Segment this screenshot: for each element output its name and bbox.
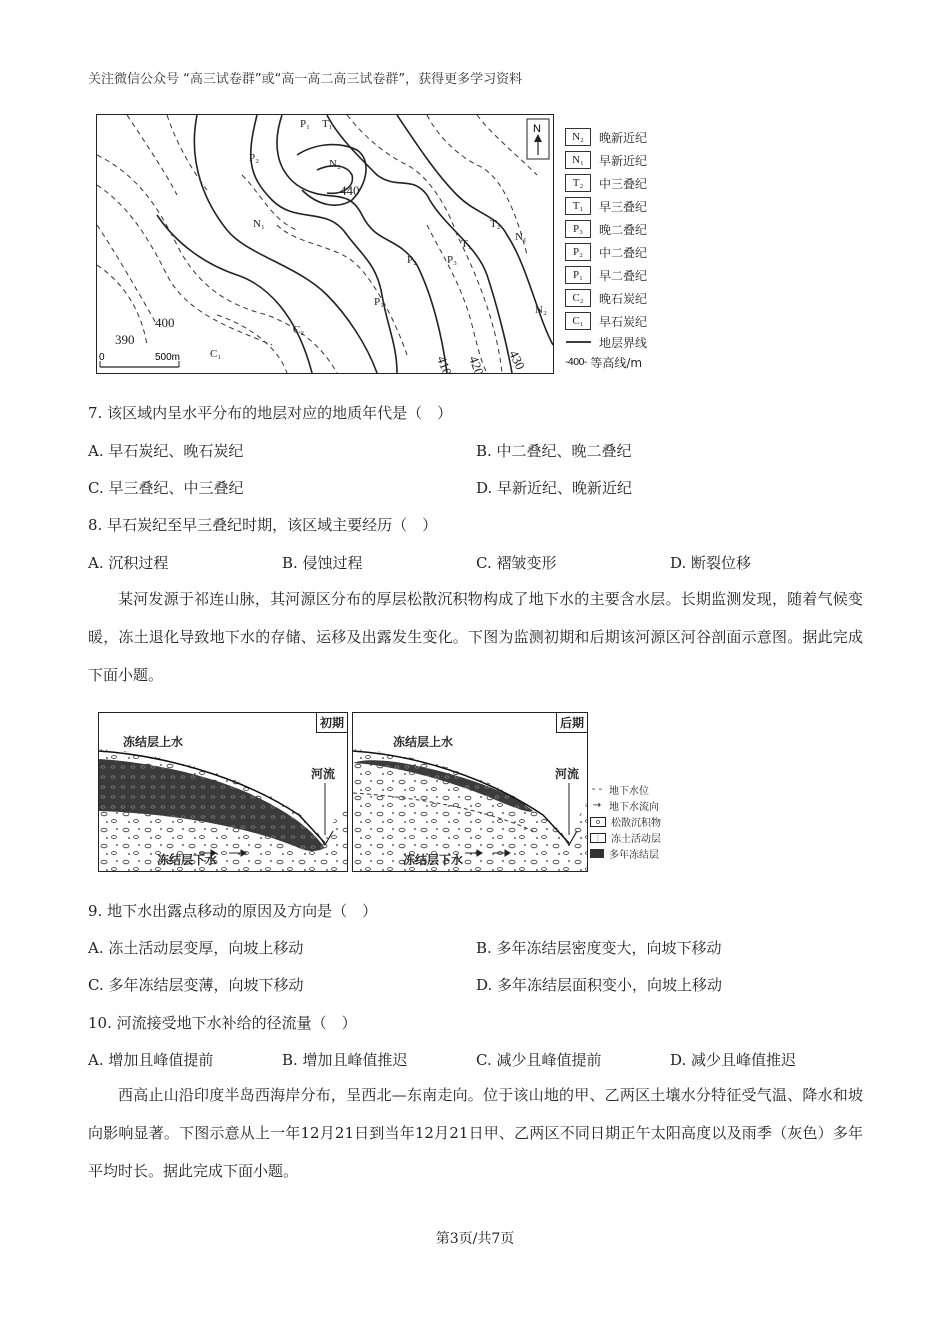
label-below-water: 冻结层下水 [157, 853, 218, 867]
legend-permafrost: 多年冻结层 [590, 846, 659, 861]
q9-option-a[interactable]: A. 冻土活动层变厚，向坡上移动 [88, 939, 304, 957]
question-7: 7. 该区域内呈水平分布的地层对应的地质年代是（ ） [88, 404, 453, 422]
scale-zero: 0 [99, 352, 105, 363]
legend-contour: -400- 等高线/m [565, 355, 643, 370]
question-8: 8. 早石炭纪至早三叠纪时期，该区域主要经历（ ） [88, 516, 438, 534]
legend-item: P₁ 早二叠纪 [565, 266, 647, 284]
q10-option-a[interactable]: A. 增加且峰值提前 [88, 1051, 214, 1069]
legend-sediment: o 松散沉积物 [590, 814, 661, 829]
north-label: N [533, 123, 541, 135]
contour-label: 430 [506, 347, 529, 372]
stratum-label: T₁ [322, 118, 333, 130]
stratum-label: P₃ [447, 254, 457, 266]
legend-water-table: - - 地下水位 [591, 784, 649, 797]
contour-label: 440 [340, 183, 360, 198]
legend-boundary: 地层界线 [599, 335, 648, 350]
stratum-label: N₁ [515, 231, 527, 243]
stratum-label: N₁ [253, 218, 265, 230]
stratum-label: N₂ [535, 304, 547, 316]
map-canvas [97, 115, 553, 373]
q7-option-a[interactable]: A. 早石炭纪、晚石炭纪 [88, 442, 244, 460]
legend-item: N₂ 晚新近纪 [565, 128, 647, 146]
legend-flow: → 地下水流向 [592, 800, 659, 813]
label-above-water-late: 冻结层上水 [393, 735, 454, 749]
legend-active-layer: ⋮ 冻土活动层 [590, 830, 661, 845]
geologic-map [96, 114, 554, 374]
q7-option-c[interactable]: C. 早三叠纪、中三叠纪 [88, 479, 244, 497]
contour-label: 410 [434, 353, 455, 373]
page-footer: 第3页/共7页 [435, 1231, 515, 1247]
scale-label: 500m [155, 352, 181, 363]
profile-late [352, 712, 588, 872]
contour-label: 400 [155, 315, 175, 330]
page-header: 关注微信公众号 “高三试卷群”或“高一高二高三试卷群”，获得更多学习资料 [88, 72, 523, 87]
q9-option-b[interactable]: B. 多年冻结层密度变大，向坡下移动 [476, 939, 722, 957]
q8-option-d[interactable]: D. 断裂位移 [670, 554, 752, 572]
passage-2: 西高止山沿印度半岛西海岸分布，呈西北—东南走向。位于该山地的甲、乙两区土壤水分特征受气温、降水和坡向影响显著。下图示意从上一年12月21日到当年12月21日甲、乙两区不同日期正午太阳高度以及雨季（灰色）多年平均时长。据此完成下面小题。 [88, 1086, 863, 1180]
q8-option-b[interactable]: B. 侵蚀过程 [282, 554, 363, 572]
stratum-label: P₁ [374, 296, 384, 308]
q7-option-b[interactable]: B. 中二叠纪、晚二叠纪 [476, 442, 632, 460]
label-river: 河流 [311, 767, 336, 781]
label-early: 初期 [316, 713, 347, 733]
legend-item: T₁ 早三叠纪 [565, 197, 647, 215]
passage-1: 某河发源于祁连山脉，其河源区分布的厚层松散沉积物构成了地下水的主要含水层。长期监测发现，随着气候变暖，冻土退化导致地下水的存储、运移及出露发生变化。下图为监测初期和后期该河源区河谷剖面示意图。据此完成下面小题。 [88, 590, 863, 684]
q10-option-c[interactable]: C. 减少且峰值提前 [476, 1051, 602, 1069]
q10-option-d[interactable]: D. 减少且峰值推迟 [670, 1051, 797, 1069]
question-10: 10. 河流接受地下水补给的径流量（ ） [88, 1014, 357, 1032]
stratum-label: T₁ [461, 238, 472, 250]
q9-option-d[interactable]: D. 多年冻结层面积变小，向坡上移动 [476, 976, 723, 994]
stratum-label: C₁ [210, 348, 222, 360]
stratum-label: P₂ [249, 152, 259, 164]
legend-item: P₃ 晚二叠纪 [565, 220, 647, 238]
q8-option-a[interactable]: A. 沉积过程 [88, 554, 169, 572]
question-9: 9. 地下水出露点移动的原因及方向是（ ） [88, 902, 378, 920]
label-above-water: 冻结层上水 [123, 735, 184, 749]
stratum-label: N₂ [329, 158, 341, 170]
contour-label: 420 [466, 353, 487, 373]
legend-item: T₂ 中三叠纪 [565, 174, 647, 192]
stratum-label: P₁ [300, 118, 310, 130]
q10-option-b[interactable]: B. 增加且峰值推迟 [282, 1051, 408, 1069]
label-late: 后期 [556, 713, 587, 733]
q7-option-d[interactable]: D. 早新近纪、晚新近纪 [476, 479, 633, 497]
q8-option-c[interactable]: C. 褶皱变形 [476, 554, 557, 572]
legend-item: P₂ 中二叠纪 [565, 243, 647, 261]
stratum-label: C₂ [293, 324, 305, 336]
stratum-label: P₂ [407, 254, 417, 266]
label-below-water-late: 冻结层下水 [403, 853, 464, 867]
q9-option-c[interactable]: C. 多年冻结层变薄，向坡下移动 [88, 976, 304, 994]
profile-early [98, 712, 348, 872]
legend-item: C₁ 早石炭纪 [565, 312, 647, 330]
stratum-label: T₂ [490, 218, 501, 230]
label-river-late: 河流 [555, 767, 580, 781]
legend-item: N₁ 早新近纪 [565, 151, 647, 169]
contour-label: 390 [115, 332, 135, 347]
legend-item: C₂ 晚石炭纪 [565, 289, 647, 307]
